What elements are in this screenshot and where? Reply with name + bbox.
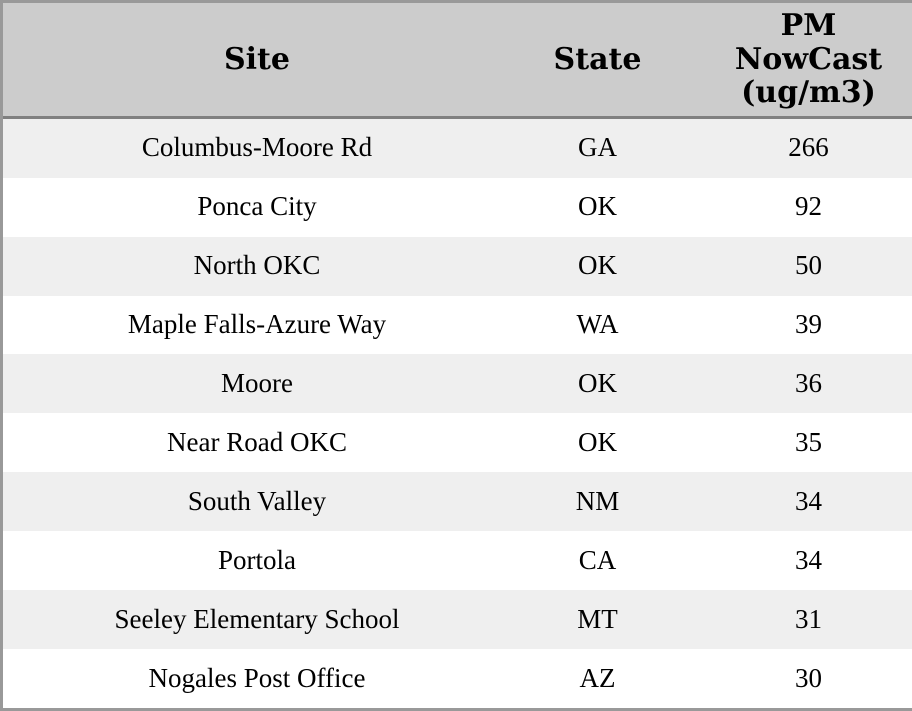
cell-state: AZ xyxy=(511,649,684,708)
cell-pm-nowcast: 34 xyxy=(684,472,912,531)
cell-pm-nowcast: 39 xyxy=(684,296,912,355)
column-header-pm-nowcast-line3: (ug/m3) xyxy=(741,75,876,111)
cell-site: Maple Falls-Azure Way xyxy=(3,296,511,355)
cell-state: WA xyxy=(511,296,684,355)
cell-pm-nowcast: 31 xyxy=(684,590,912,649)
table-row xyxy=(3,531,912,590)
column-header-state: State xyxy=(511,3,684,117)
cell-state: CA xyxy=(511,531,684,590)
column-header-pm-nowcast-line2: NowCast xyxy=(734,41,883,77)
cell-site: Moore xyxy=(3,354,511,413)
table-body xyxy=(3,117,912,708)
table-row xyxy=(3,354,912,413)
cell-state: OK xyxy=(511,413,684,472)
table-row xyxy=(3,117,912,177)
column-header-pm-nowcast xyxy=(684,3,912,117)
table-row xyxy=(3,296,912,355)
cell-site: Ponca City xyxy=(3,178,511,237)
table-row xyxy=(3,649,912,708)
cell-site: Nogales Post Office xyxy=(3,649,511,708)
cell-state: OK xyxy=(511,354,684,413)
table-row xyxy=(3,178,912,237)
cell-pm-nowcast: 266 xyxy=(684,117,912,177)
column-header-pm-nowcast-line1: PM xyxy=(780,8,837,43)
cell-pm-nowcast: 92 xyxy=(684,178,912,237)
cell-pm-nowcast: 30 xyxy=(684,649,912,708)
cell-pm-nowcast: 35 xyxy=(684,413,912,472)
column-header-site: Site xyxy=(3,3,511,117)
cell-state: GA xyxy=(511,117,684,177)
cell-site: Portola xyxy=(3,531,511,590)
table-header-row xyxy=(3,3,912,117)
cell-state: OK xyxy=(511,178,684,237)
table-header xyxy=(3,3,912,117)
cell-state: OK xyxy=(511,237,684,296)
cell-site: Seeley Elementary School xyxy=(3,590,511,649)
table-row xyxy=(3,237,912,296)
cell-site: Near Road OKC xyxy=(3,413,511,472)
cell-site: North OKC xyxy=(3,237,511,296)
cell-pm-nowcast: 34 xyxy=(684,531,912,590)
cell-pm-nowcast: 36 xyxy=(684,354,912,413)
pm-nowcast-table xyxy=(3,3,912,708)
cell-site: Columbus-Moore Rd xyxy=(3,117,511,177)
cell-state: NM xyxy=(511,472,684,531)
cell-site: South Valley xyxy=(3,472,511,531)
table-row xyxy=(3,413,912,472)
cell-pm-nowcast: 50 xyxy=(684,237,912,296)
table-row xyxy=(3,590,912,649)
cell-state: MT xyxy=(511,590,684,649)
table-row xyxy=(3,472,912,531)
